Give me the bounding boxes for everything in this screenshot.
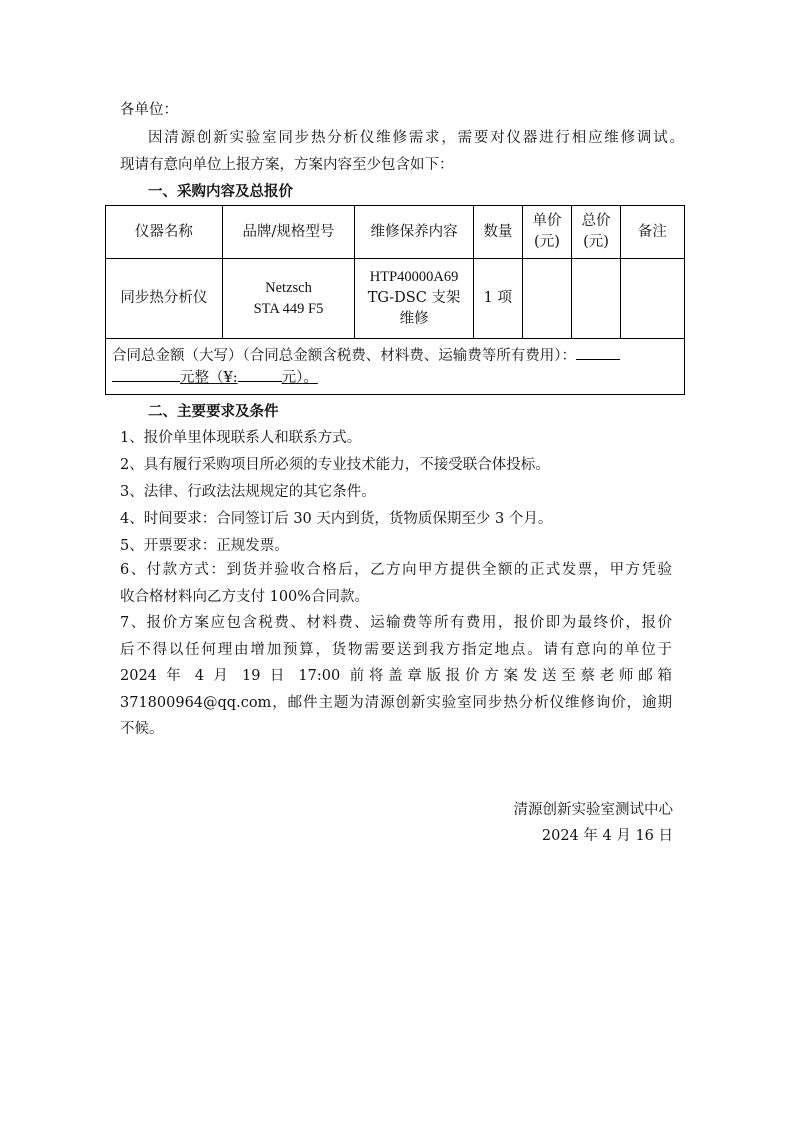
section-1-title: 一、采购内容及总报价 [148,184,293,200]
cell-content-line1: HTP40000A69 [369,269,459,285]
requirement-4: 4、时间要求：合同签订后 30 天内到货，货物质保期至少 3 个月。 [120,511,553,527]
requirement-5: 5、开票要求：正规发票。 [120,538,289,554]
cell-content [355,259,474,339]
cell-content-line2: TG-DSC 支架 [367,290,461,306]
header-total-price [572,206,621,259]
header-total-price-line1: 总价 [581,213,611,229]
total-amount-line-2 [112,367,678,389]
requirement-6-line-1: 6、付款方式：到货并验收合格后，乙方向甲方提供全额的正式发票，甲方凭验 [120,562,672,578]
section-2-title: 二、主要要求及条件 [148,404,279,420]
requirement-7-line-3: 2024 年 4 月 19 日 17:00 前将盖章版报价方案发送至蔡老师邮箱 [120,668,672,684]
intro-line-2: 现请有意向单位上报方案，方案内容至少包含如下： [120,157,454,173]
requirement-7-line-1: 7、报价方案应包含税费、材料费、运输费等所有费用，报价即为最终价，报价 [120,615,672,631]
header-name: 仪器名称 [106,206,223,259]
header-remark: 备注 [620,206,684,259]
requirement-7-line-4: 371800964@qq.com，邮件主题为清源创新实验室同步热分析仪维修询价，逾期 [120,695,672,711]
cell-unit-price [522,259,572,339]
requirement-2: 2、具有履行采购项目所必须的专业技术能力，不接受联合体投标。 [120,457,550,473]
intro-line-1: 因清源创新实验室同步热分析仪维修需求，需要对仪器进行相应维修调试。 [148,130,684,146]
cell-remark [620,259,684,339]
signature-org: 清源创新实验室测试中心 [513,802,673,818]
amount-blank-1 [576,345,620,360]
table-header-row [106,206,685,259]
total-amount-label: 合同总金额（大写）（合同总金额含税费、材料费、运输费等所有费用）： [112,347,576,364]
requirement-3: 3、法律、行政法法规规定的其它条件。 [120,484,376,500]
header-unit-price-line2: (元) [534,234,560,250]
total-amount-line-1 [112,345,678,367]
header-brand: 品牌/规格型号 [222,206,354,259]
total-amount-cell [106,339,685,395]
header-qty: 数量 [474,206,523,259]
salutation: 各单位： [120,102,178,118]
cell-qty: 1 项 [474,259,523,339]
header-unit-price [522,206,572,259]
signature-date: 2024 年 4 月 16 日 [541,828,673,844]
yuan-end-label: 元）。 [281,369,318,386]
cell-name: 同步热分析仪 [106,259,223,339]
requirement-1: 1、报价单里体现联系人和联系方式。 [120,430,362,446]
total-row [106,339,685,395]
yuan-zheng-label: 元整（¥: [180,369,238,386]
header-unit-price-line1: 单价 [532,213,562,229]
cell-brand-line1: Netzsch [265,279,312,296]
amount-blank-3 [238,367,282,382]
requirement-6-line-2: 收合格材料向乙方支付 100%合同款。 [120,589,370,605]
cell-brand [222,259,354,339]
quote-table [105,205,685,395]
cell-total-price [572,259,621,339]
header-content: 维修保养内容 [355,206,474,259]
cell-content-line3: 维修 [399,311,429,327]
amount-blank-2 [112,367,180,382]
table-row [106,259,685,339]
cell-brand-line2: STA 449 F5 [253,300,324,317]
requirement-7-line-2: 后不得以任何理由增加预算，货物需要送到我方指定地点。请有意向的单位于 [120,642,672,658]
header-total-price-line2: (元) [583,234,609,250]
requirement-7-line-5: 不候。 [120,721,164,737]
